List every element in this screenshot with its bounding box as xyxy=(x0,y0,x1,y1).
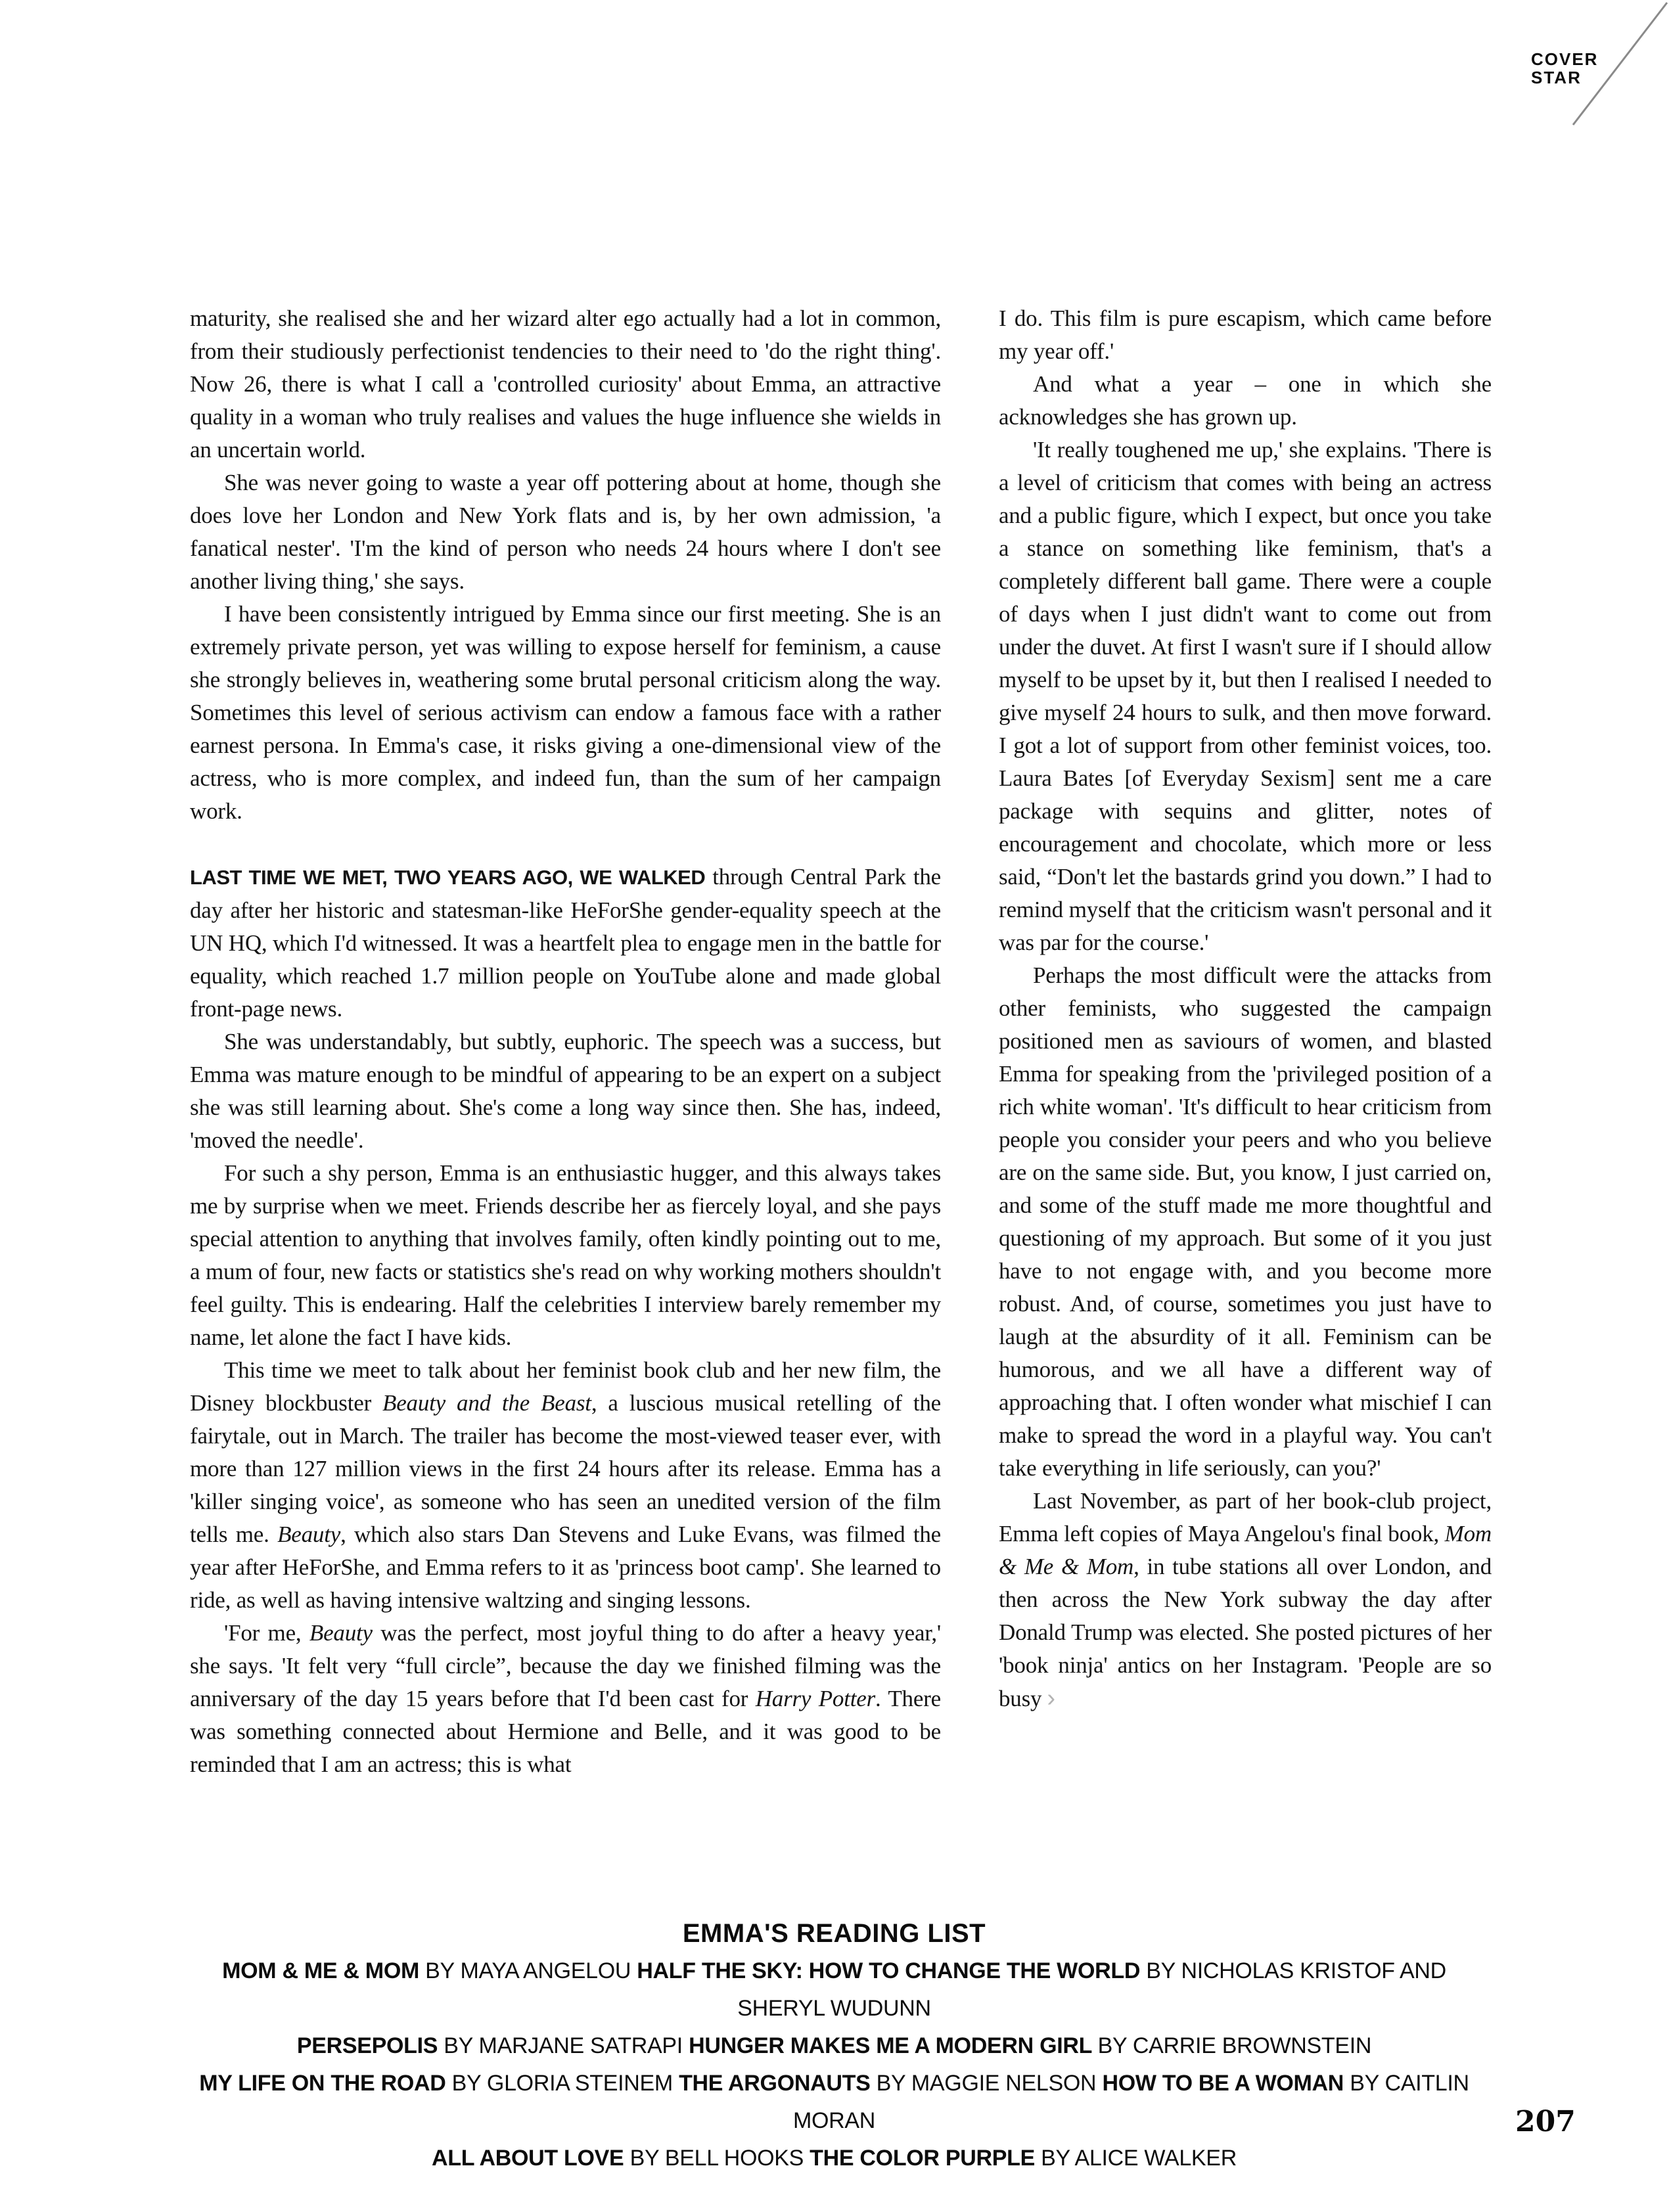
article-column-left xyxy=(190,302,941,1781)
body-paragraph xyxy=(190,1617,941,1781)
paragraph-text: , in tube stations all over London, and then across the New York subway the day after Donald Trump was elected. She posted pictures of her 'book ninja' antics on her Instagram. 'People are so busy xyxy=(999,1554,1492,1711)
paragraph-text: She was understandably, but subtly, euphoric. The speech was a success, but Emma was mature enough to be mindful of appearing to be an expert on a subject she was still learning about. She's come a long way since then. She has, indeed, 'moved the needle'. xyxy=(190,1029,941,1153)
paragraph-text: Last November, as part of her book-club project, Emma left copies of Maya Angelou's final book, xyxy=(999,1488,1492,1546)
body-paragraph xyxy=(190,466,941,598)
paragraph-text: Harry Potter xyxy=(755,1686,875,1711)
article-column-right xyxy=(999,302,1492,1781)
book-title: THE ARGONAUTS xyxy=(679,2071,877,2096)
body-paragraph xyxy=(999,368,1492,434)
book-title: HOW TO BE A WOMAN xyxy=(1102,2071,1350,2096)
book-author: BY BELL HOOKS xyxy=(629,2146,810,2171)
reading-list-line xyxy=(182,2065,1486,2140)
body-paragraph xyxy=(190,1026,941,1157)
body-paragraph xyxy=(999,959,1492,1485)
paragraph-text: This time we meet to talk about her feminist book club and her new film, the Disney blockbuster xyxy=(190,1357,941,1416)
book-author: BY ALICE WALKER xyxy=(1041,2146,1237,2171)
book-author: BY MAYA ANGELOU xyxy=(425,1958,637,1983)
paragraph-text: Beauty and the Beast xyxy=(382,1390,591,1416)
paragraph-text: And what a year – one in which she acknowledges she has grown up. xyxy=(999,371,1492,430)
body-paragraph xyxy=(999,434,1492,959)
body-paragraph xyxy=(190,302,941,466)
paragraph-text: Mom & Me & Mom xyxy=(999,1521,1492,1579)
paragraph-text: I have been consistently intrigued by Emma since our first meeting. She is an extremely private person, yet was willing to expose herself for feminism, a cause she strongly believes in, weathering some brutal personal criticism along the way. Sometimes this level of serious activism can endow a famous face with a rather earnest persona. In Emma's case, it risks giving a one-dimensional view of the actress, who is more complex, and indeed fun, than the sum of her campaign work. xyxy=(190,601,941,824)
body-paragraph xyxy=(190,861,941,1026)
book-title: MOM & ME & MOM xyxy=(222,1958,426,1983)
paragraph-text: was the perfect, most joyful thing to do after a heavy year,' she says. 'It felt very “full circle”, because the day we finished filming was the anniversary of the day 15 years before that I'd been cast for xyxy=(190,1620,941,1711)
paragraph-text: through Central Park the day after her historic and statesman-like HeForShe gender-equality speech at the UN HQ, which I'd witnessed. It was a heartfelt plea to engage men in the battle for equality, which reached 1.7 million people on YouTube alone and made global front-page news. xyxy=(190,864,941,1022)
paragraph-text: 'For me, xyxy=(224,1620,309,1646)
kicker-line-1: COVER xyxy=(1531,49,1599,69)
reading-list-line xyxy=(182,2027,1486,2065)
reading-list-line xyxy=(182,2140,1486,2177)
reading-list-lines xyxy=(182,1952,1486,2177)
book-author: BY GLORIA STEINEM xyxy=(451,2071,679,2096)
book-author: BY CARRIE BROWNSTEIN xyxy=(1097,2033,1372,2058)
body-paragraph xyxy=(999,302,1492,368)
paragraph-text: I do. This film is pure escapism, which came before my year off.' xyxy=(999,305,1492,364)
paragraph-text: For such a shy person, Emma is an enthusiastic hugger, and this always takes me by surprise when we meet. Friends describe her as fiercely loyal, and she pays special attention to anything that involves family, often kindly pointing out to me, a mum of four, new facts or statistics she's read on why working mothers shouldn't feel guilty. This is endearing. Half the celebrities I interview barely remember my name, let alone the fact I have kids. xyxy=(190,1160,941,1350)
book-title: HALF THE SKY: HOW TO CHANGE THE WORLD xyxy=(637,1958,1147,1983)
paragraph-text: . There was something connected about Hermione and Belle, and it was good to be reminded that I am an actress; this is what xyxy=(190,1686,941,1777)
body-paragraph xyxy=(999,1485,1492,1715)
paragraph-text: She was never going to waste a year off pottering about at home, though she does love her London and New York flats and is, by her own admission, 'a fanatical nester'. 'I'm the kind of person who needs 24 hours where I don't see another living thing,' she says. xyxy=(190,470,941,594)
paragraph-text: Beauty xyxy=(309,1620,373,1646)
kicker-line-2: STAR xyxy=(1531,68,1582,87)
continuation-arrow-icon: › xyxy=(1047,1684,1055,1712)
paragraph-lead-in: LAST TIME WE MET, TWO YEARS AGO, WE WALKED xyxy=(190,866,706,889)
body-paragraph xyxy=(190,1354,941,1617)
diagonal-rule xyxy=(1566,0,1669,129)
book-title: MY LIFE ON THE ROAD xyxy=(199,2071,452,2096)
book-author: BY MARJANE SATRAPI xyxy=(444,2033,689,2058)
article-body xyxy=(190,302,1492,1781)
book-title: THE COLOR PURPLE xyxy=(810,2146,1041,2171)
book-author: BY CAITLIN MORAN xyxy=(792,2071,1469,2133)
paragraph-text: Beauty xyxy=(277,1522,341,1547)
paragraph-text: Perhaps the most difficult were the attacks from other feminists, who suggested the campaign positioned men as saviours of women, and blasted Emma for speaking from the 'privileged position of a rich white woman'. 'It's difficult to hear criticism from people you consider your peers and who you believe are on the same side. But, you know, I just carried on, and some of the stuff made me more thoughtful and questioning of my approach. But some of it you just have to not engage with, and you become more robust. And, of course, sometimes you just have to laugh at the absurdity of it all. Feminism can be humorous, and we all have a different way of approaching that. I often wonder what mischief I can make to spread the word in a playful way. You can't take everything in life seriously, can you?' xyxy=(999,962,1492,1481)
paragraph-text: 'It really toughened me up,' she explains. 'There is a level of criticism that comes with being an actress and a public figure, which I expect, but once you take a stance on something like feminism, that's a completely different ball game. There were a couple of days when I just didn't want to come out from under the duvet. At first I wasn't sure if I should allow myself to be upset by it, but then I realised I needed to give myself 24 hours to sulk, and then move forward. I got a lot of support from other feminist voices, too. Laura Bates [of Everyday Sexism] sent me a care package with sequins and glitter, notes of encouragement and chocolate, which more or less said, “Don't let the bastards grind you down.” I had to remind myself that the criticism wasn't personal and it was par for the course.' xyxy=(999,437,1492,955)
page-number: 207 xyxy=(1515,2105,1576,2138)
book-author: BY NICHOLAS KRISTOF AND SHERYL WUDUNN xyxy=(737,1958,1446,2021)
body-paragraph xyxy=(190,1157,941,1354)
paragraph-text: , which also stars Dan Stevens and Luke Evans, was filmed the year after HeForShe, and Emma refers to it as 'princess boot camp'. She learned to ride, as well as having intensive waltzing and singing lessons. xyxy=(190,1522,941,1613)
reading-list-line xyxy=(182,1952,1486,2027)
reading-list-title: EMMA'S READING LIST xyxy=(682,1919,986,1948)
paragraph-text: , a luscious musical retelling of the fairytale, out in March. The trailer has become the most-viewed teaser ever, with more than 127 million views in the first 24 hours after its release. Emma has a 'killer singing voice', as someone who has seen an unedited version of the film tells me. xyxy=(190,1390,941,1547)
book-title: ALL ABOUT LOVE xyxy=(432,2146,630,2171)
book-title: PERSEPOLIS xyxy=(296,2033,444,2058)
book-title: HUNGER MAKES ME A MODERN GIRL xyxy=(689,2033,1098,2058)
paragraph-text: maturity, she realised she and her wizard alter ego actually had a lot in common, from their studiously perfectionist tendencies to their need to 'do the right thing'. Now 26, there is what I call a 'controlled curiosity' about Emma, an attractive quality in a woman who truly realises and values the huge influence she wields in an uncertain world. xyxy=(190,305,941,463)
reading-list xyxy=(182,1918,1486,2177)
body-paragraph xyxy=(190,598,941,828)
book-author: BY MAGGIE NELSON xyxy=(876,2071,1103,2096)
